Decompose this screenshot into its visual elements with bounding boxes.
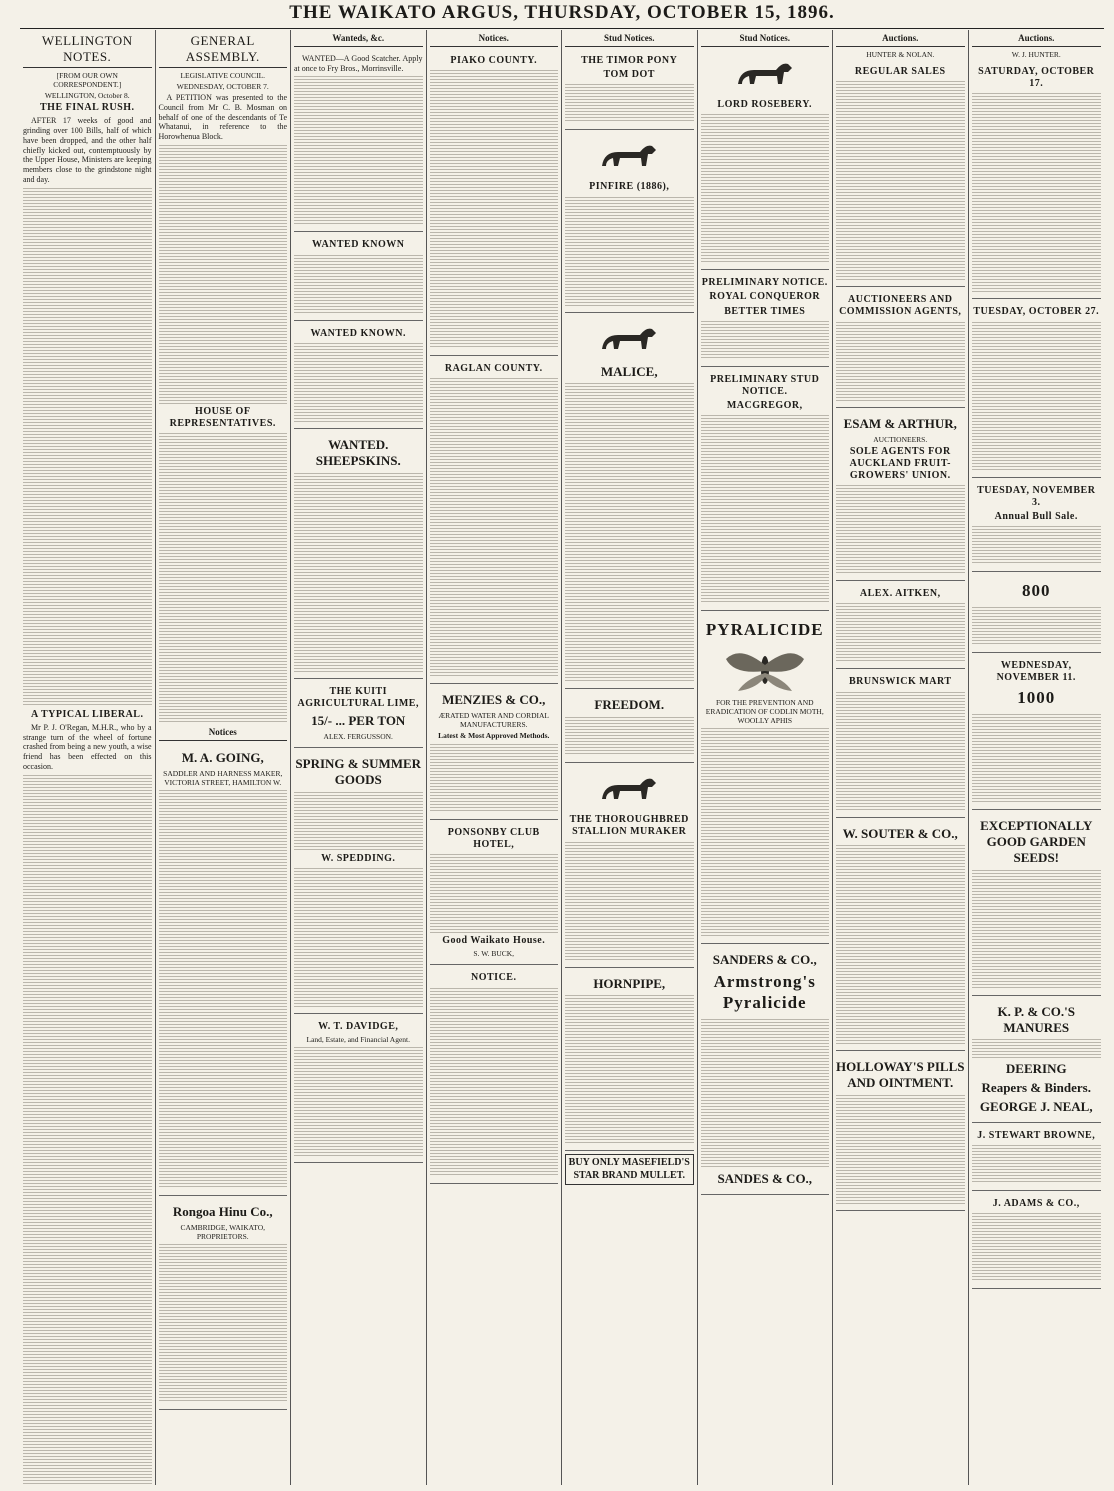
ad-signature: ALEX. FERGUSSON. bbox=[323, 731, 393, 741]
auction-notice bbox=[836, 820, 965, 1052]
ad-signature: SANDES & CO., bbox=[717, 1170, 813, 1186]
column-wanteds bbox=[291, 30, 427, 1485]
column-stud-notices bbox=[562, 30, 698, 1485]
stud-notice bbox=[565, 765, 694, 967]
column-stud-notices-2 bbox=[698, 30, 834, 1485]
ad-title: J. STEWART BROWNE, bbox=[977, 1129, 1096, 1141]
ad-price: 15/- ... PER TON bbox=[311, 712, 406, 728]
stud-title: THE THOROUGHBRED STALLION MURAKER bbox=[569, 814, 689, 838]
auction-count: 800 bbox=[1022, 581, 1051, 601]
stud-title: PRELIMINARY NOTICE. bbox=[701, 277, 828, 289]
stud-title: MALICE, bbox=[600, 363, 658, 379]
wanted-ad bbox=[294, 431, 423, 679]
ad-adams bbox=[972, 1193, 1102, 1289]
stud-notice bbox=[565, 970, 694, 1152]
article-paragraph: A PETITION was presented to the Council from Mr C. B. Mosman on behalf of one of the descendants of Te Whatanui, in reference to the Horowhenua Block. bbox=[158, 93, 287, 141]
column-head: Auctions. bbox=[972, 30, 1102, 47]
ad-signature: W. SPEDDING. bbox=[321, 852, 396, 864]
text-lines bbox=[701, 414, 830, 604]
text-lines bbox=[430, 743, 559, 813]
ad-title: HOLLOWAY'S PILLS AND OINTMENT. bbox=[836, 1059, 965, 1091]
text-lines bbox=[972, 1038, 1102, 1058]
section-title: THE FINAL RUSH. bbox=[40, 102, 135, 114]
auction-notice bbox=[972, 574, 1102, 653]
text-lines bbox=[701, 727, 830, 937]
horse-icon bbox=[730, 56, 800, 96]
text-lines bbox=[701, 320, 830, 360]
ad-title: W. T. DAVIDGE, bbox=[318, 1020, 399, 1032]
stud-notice bbox=[565, 691, 694, 763]
auction-notice bbox=[836, 61, 965, 287]
ad-holloway bbox=[836, 1053, 965, 1211]
ad-product: Armstrong's Pyralicide bbox=[713, 972, 816, 1013]
ad-title: J. ADAMS & CO., bbox=[992, 1198, 1080, 1210]
text-lines bbox=[972, 321, 1102, 471]
wanted-text: WANTED—A Good Scatcher. Apply at once to Fry Bros., Morrinsville. bbox=[294, 53, 423, 73]
auction-subtitle: Annual Bull Sale. bbox=[994, 511, 1078, 523]
text-lines bbox=[836, 321, 965, 401]
article-paragraph: AFTER 17 weeks of good and grinding over 100 Bills, half of which have been dropped, and the other half chiefly kicked out, contemptuously by the Upper House, Ministers are keeping members close to the grindstone night and day. bbox=[23, 116, 152, 184]
text-lines bbox=[972, 869, 1102, 989]
column-head: WELLINGTON NOTES. bbox=[23, 30, 152, 68]
notice-title: RAGLAN COUNTY. bbox=[444, 363, 543, 375]
column-general-assembly bbox=[156, 30, 292, 1485]
text-lines bbox=[972, 525, 1102, 565]
mullet-ad: BUY ONLY MASEFIELD'S STAR BRAND MULLET. bbox=[565, 1154, 694, 1184]
text-lines bbox=[836, 1094, 965, 1204]
subheading: [FROM OUR OWN CORRESPONDENT.] bbox=[53, 70, 122, 89]
ad-subtitle: SADDLER AND HARNESS MAKER, VICTORIA STREET, HAMILTON W. bbox=[163, 768, 283, 788]
stud-title: PRELIMINARY STUD NOTICE. bbox=[710, 373, 820, 397]
auction-date: SATURDAY, OCTOBER 17. bbox=[978, 66, 1095, 90]
ad-ponsonby bbox=[430, 822, 559, 966]
auction-date: WEDNESDAY, NOVEMBER 11. bbox=[996, 659, 1076, 684]
notice-title: NOTICE. bbox=[471, 972, 517, 984]
stud-notice bbox=[565, 315, 694, 690]
ad-rongoa bbox=[159, 1198, 288, 1410]
column-head: GENERAL ASSEMBLY. bbox=[159, 30, 288, 68]
ad-title: M. A. GOING, bbox=[181, 750, 264, 766]
text-lines bbox=[836, 844, 965, 1044]
horse-icon bbox=[594, 138, 664, 178]
auction-title: ALEX. AITKEN, bbox=[859, 588, 941, 600]
ad-going bbox=[159, 744, 288, 1196]
text-lines bbox=[159, 432, 288, 722]
subheading: LEGISLATIVE COUNCIL. bbox=[180, 70, 266, 80]
auction-subtitle: AUCTIONEERS. bbox=[873, 434, 928, 444]
auctioneer: W. J. HUNTER. bbox=[1011, 49, 1061, 59]
text-lines bbox=[701, 1018, 830, 1168]
article-paragraph: Mr P. J. O'Regan, M.H.R., who by a strange turn of the wheel of fortune crashed from being a new youth, a wise friend has been effected on this occasion. bbox=[23, 722, 152, 771]
notice-raglan bbox=[430, 358, 559, 684]
masthead-rule bbox=[20, 28, 1104, 29]
auction-notice bbox=[972, 301, 1102, 477]
masthead: THE WAIKATO ARGUS, THURSDAY, OCTOBER 15, 1896. bbox=[289, 2, 835, 23]
auctioneer: HUNTER & NOLAN. bbox=[866, 49, 935, 59]
moth-icon bbox=[720, 645, 810, 695]
text-lines bbox=[972, 92, 1102, 292]
auction-notice bbox=[836, 583, 965, 669]
ad-title: Reapers & Binders. bbox=[981, 1080, 1091, 1096]
ad-davidge bbox=[294, 1016, 423, 1163]
stud-name: ROYAL CONQUEROR bbox=[709, 291, 821, 303]
column-head: Stud Notices. bbox=[565, 30, 694, 47]
text-lines bbox=[972, 713, 1102, 803]
column-head: Stud Notices. bbox=[701, 30, 830, 47]
text-lines bbox=[836, 484, 965, 574]
text-lines bbox=[565, 382, 694, 682]
ad-title: SPRING & SUMMER GOODS bbox=[295, 755, 422, 787]
text-lines bbox=[972, 606, 1102, 646]
text-lines bbox=[294, 342, 423, 422]
column-head: Auctions. bbox=[836, 30, 965, 47]
text-lines bbox=[294, 254, 423, 314]
wanted-ad bbox=[294, 323, 423, 429]
column-auctions bbox=[833, 30, 969, 1485]
stud-name: TOM DOT bbox=[603, 69, 655, 81]
column-head: Notices. bbox=[430, 30, 559, 47]
auction-count: 1000 bbox=[1017, 688, 1056, 708]
ad-title: PYRALICIDE bbox=[705, 620, 824, 640]
text-lines bbox=[430, 987, 559, 1177]
ad-signature: GEORGE J. NEAL, bbox=[979, 1099, 1093, 1115]
dateline: WELLINGTON, October 8. bbox=[44, 91, 130, 100]
notices-head: Notices bbox=[159, 724, 288, 741]
newspaper-columns bbox=[20, 30, 1104, 1485]
horse-icon bbox=[594, 771, 664, 811]
text-lines bbox=[294, 75, 423, 225]
text-lines bbox=[972, 1144, 1102, 1184]
dateline: WEDNESDAY, OCTOBER 7. bbox=[176, 81, 269, 91]
ad-title: Rongoa Hinu Co., bbox=[172, 1204, 273, 1220]
wanted-ad bbox=[294, 234, 423, 320]
stud-name: MACGREGOR, bbox=[726, 400, 803, 412]
stud-title: THE TIMOR PONY bbox=[581, 54, 678, 66]
ad-seeds bbox=[972, 812, 1102, 996]
text-lines bbox=[159, 789, 288, 1189]
text-lines bbox=[565, 196, 694, 306]
ad-menzies bbox=[430, 686, 559, 819]
stud-name: BETTER TIMES bbox=[724, 305, 806, 317]
ad-title: MENZIES & CO., bbox=[442, 692, 546, 708]
text-lines bbox=[159, 144, 288, 404]
ad-title: K. P. & CO.'S MANURES bbox=[997, 1003, 1076, 1035]
text-lines bbox=[836, 80, 965, 280]
text-lines bbox=[565, 841, 694, 961]
ad-tagline: Latest & Most Approved Methods. bbox=[438, 731, 550, 741]
section-title: HOUSE OF REPRESENTATIVES. bbox=[169, 405, 276, 429]
column-wellington-notes bbox=[20, 30, 156, 1485]
ad-subtitle: Land, Estate, and Financial Agent. bbox=[306, 1035, 410, 1045]
stud-notice bbox=[565, 50, 694, 130]
text-lines bbox=[294, 472, 423, 672]
auction-title: ESAM & ARTHUR, bbox=[843, 415, 957, 431]
auction-title: AUCTIONEERS AND COMMISSION AGENTS, bbox=[839, 294, 962, 318]
auction-notice bbox=[836, 671, 965, 817]
stud-title: PINFIRE (1886), bbox=[589, 181, 670, 193]
ad-title: WANTED KNOWN. bbox=[310, 327, 406, 339]
text-lines bbox=[294, 867, 423, 1007]
notice-title: PIAKO COUNTY. bbox=[450, 54, 538, 66]
auction-title: REGULAR SALES bbox=[854, 66, 946, 78]
column-head: Wanteds, &c. bbox=[294, 30, 423, 47]
ad-spring-goods bbox=[294, 750, 423, 1014]
ad-browne bbox=[972, 1125, 1102, 1191]
column-auctions-2 bbox=[969, 30, 1105, 1485]
auction-notice bbox=[972, 480, 1102, 573]
text-lines bbox=[430, 377, 559, 677]
text-lines bbox=[836, 691, 965, 811]
stud-notice bbox=[701, 272, 830, 367]
auction-notice bbox=[836, 410, 965, 582]
ad-title: PONSONBY CLUB HOTEL, bbox=[447, 826, 540, 850]
horse-icon bbox=[594, 321, 664, 361]
ad-manures bbox=[972, 998, 1102, 1123]
auction-notice bbox=[972, 655, 1102, 810]
ad-subtitle: FOR THE PREVENTION AND ERADICATION OF CODLIN MOTH, WOOLLY APHIS bbox=[705, 698, 824, 726]
ad-title: THE KUITI AGRICULTURAL LIME, bbox=[297, 685, 419, 709]
wanted-ad bbox=[294, 50, 423, 233]
ad-subtitle: CAMBRIDGE, WAIKATO, PROPRIETORS. bbox=[180, 1223, 266, 1242]
stud-notice bbox=[701, 50, 830, 270]
auction-title: BRUNSWICK MART bbox=[849, 676, 952, 688]
section-title: A TYPICAL LIBERAL. bbox=[31, 708, 144, 720]
text-lines bbox=[565, 83, 694, 123]
ad-title: SANDERS & CO., bbox=[712, 952, 817, 968]
auction-date: TUESDAY, NOVEMBER 3. bbox=[977, 484, 1096, 508]
auction-notice bbox=[972, 61, 1102, 299]
ad-pyralicide bbox=[701, 613, 830, 944]
text-lines bbox=[294, 791, 423, 851]
stud-notice bbox=[565, 132, 694, 312]
text-lines bbox=[159, 1243, 288, 1403]
ad-title: WANTED KNOWN bbox=[312, 239, 405, 251]
auction-notice bbox=[836, 289, 965, 407]
ad-subtitle: ÆRATED WATER AND CORDIAL MANUFACTURERS. bbox=[438, 711, 549, 730]
text-lines bbox=[430, 853, 559, 933]
text-lines bbox=[701, 113, 830, 263]
text-lines bbox=[836, 602, 965, 662]
column-notices bbox=[427, 30, 563, 1485]
stud-title: LORD ROSEBERY. bbox=[717, 98, 813, 110]
ad-lime bbox=[294, 681, 423, 748]
auction-title: W. SOUTER & CO., bbox=[842, 825, 958, 841]
ad-title: DEERING bbox=[1005, 1061, 1067, 1077]
ad-title: EXCEPTIONALLY GOOD GARDEN SEEDS! bbox=[980, 818, 1093, 865]
text-lines bbox=[430, 69, 559, 349]
auction-subtitle: SOLE AGENTS FOR AUCKLAND FRUIT-GROWERS' UNION. bbox=[849, 445, 951, 482]
ad-subtitle: Good Waikato House. bbox=[442, 935, 546, 946]
ad-signature: S. W. BUCK, bbox=[473, 949, 515, 959]
stud-title: FREEDOM. bbox=[594, 697, 665, 713]
text-lines bbox=[294, 1046, 423, 1156]
stud-notice bbox=[701, 369, 830, 612]
text-lines bbox=[23, 774, 152, 1485]
text-lines bbox=[23, 187, 152, 707]
text-lines bbox=[565, 716, 694, 756]
notice-piako bbox=[430, 50, 559, 356]
ad-title: WANTED. SHEEPSKINS. bbox=[315, 436, 401, 468]
text-lines bbox=[972, 1212, 1102, 1282]
ad-sanders bbox=[701, 946, 830, 1194]
stud-title: HORNPIPE, bbox=[593, 975, 666, 991]
text-lines bbox=[565, 994, 694, 1144]
auction-date: TUESDAY, OCTOBER 27. bbox=[973, 306, 1100, 318]
notice-trespass bbox=[430, 967, 559, 1183]
